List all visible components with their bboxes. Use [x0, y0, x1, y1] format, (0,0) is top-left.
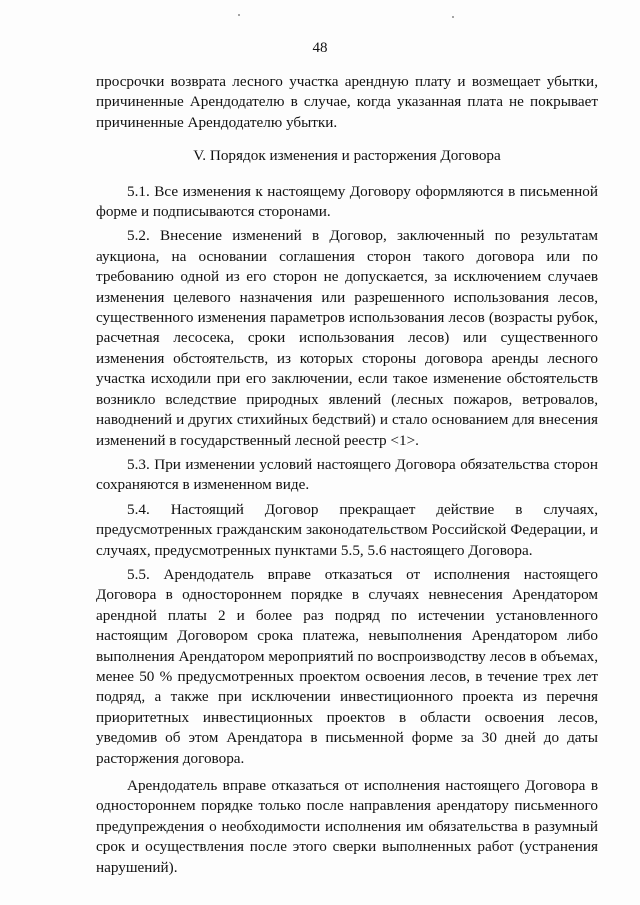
paragraph-5-4: 5.4. Настоящий Договор прекращает действие в случаях, предусмотренных гражданским законодательством Российской Федерации, и случаях, предусмотренных пунктами 5.5, 5.6 настоящего Договора.	[96, 500, 598, 559]
section-heading: V. Порядок изменения и расторжения Договора	[193, 147, 501, 165]
document-body	[96, 72, 598, 878]
paragraph-5-1: 5.1. Все изменения к настоящему Договору оформляются в письменной форме и подписываются сторонами.	[96, 182, 598, 221]
page-number: 48	[312, 40, 328, 56]
paragraph-continuation: просрочки возврата лесного участка арендную плату и возмещает убытки, причиненные Арендодателю в случае, когда указанная плата не покрывает причиненные Арендодателю убытки.	[96, 73, 598, 131]
paragraph-5-5-continuation: Арендодатель вправе отказаться от исполнения настоящего Договора в одностороннем порядке только после направления арендатору письменного предупреждения о необходимости исполнения им обязательства в разумный срок и осуществления после этого сверки выполненных работ (устранения нарушений).	[96, 777, 598, 876]
paragraph-5-5: 5.5. Арендодатель вправе отказаться от исполнения настоящего Договора в одностороннем порядке в случаях невнесения Арендатором арендной платы 2 и более раз подряд по истечении установленного настоящим Договором срока платежа, невыполнения Арендатором либо выполнения Арендатором мероприятий по воспроизводству лесов в объемах, менее 50 % предусмотренных проектом освоения лесов, в течение трех лет подряд, а также при исключении инвестиционного проекта из перечня приоритетных инвестиционных проектов в области освоения лесов, уведомив об этом Арендатора в письменной форме за 30 дней до даты расторжения договора.	[96, 565, 598, 767]
paragraph-5-3: 5.3. При изменении условий настоящего Договора обязательства сторон сохраняются в измененном виде.	[96, 455, 598, 494]
scan-speck	[238, 14, 240, 16]
scan-speck	[452, 16, 454, 18]
paragraph-5-2: 5.2. Внесение изменений в Договор, заключенный по результатам аукциона, на основании соглашения сторон такого договора или по требованию одной из его сторон не допускается, за исключением случаев изменения целевого назначения или разрешенного использования лесов, существенного изменения параметров использования лесов (возрасты рубок, расчетная лесосека, сроки использования лесов) или существенного изменения обстоятельств, из которых стороны договора аренды лесного участка исходили при его заключении, если такое изменение обстоятельств возникло вследствие природных явлений (лесных пожаров, ветровалов, наводнений и других стихийных бедствий) и стало основанием для внесения изменений в государственный лесной реестр <1>.	[96, 227, 598, 449]
